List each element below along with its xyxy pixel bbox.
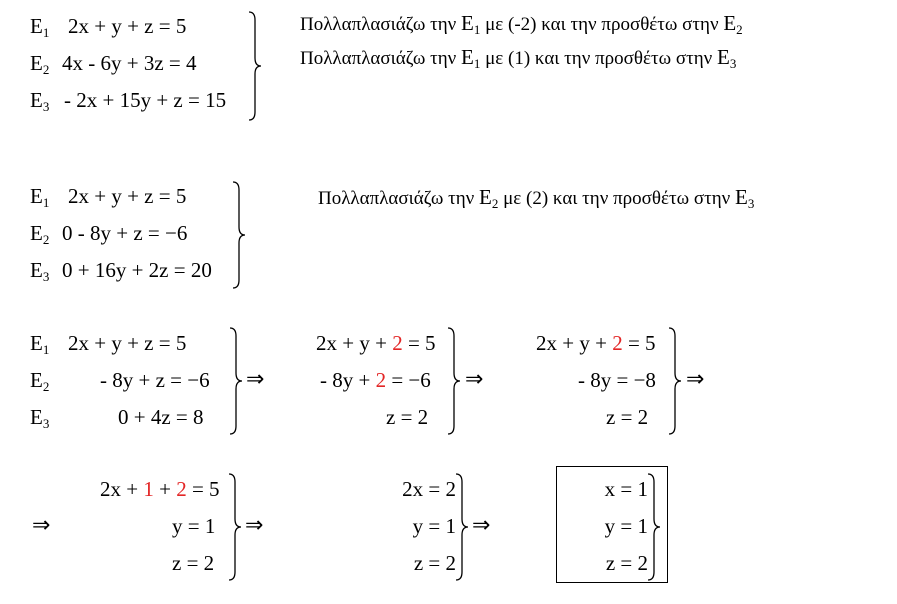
equation: - 8y + z = −6 bbox=[100, 368, 210, 392]
right-brace bbox=[248, 12, 264, 120]
equation: z = 2 bbox=[413, 551, 456, 575]
label-e2: $E_2$ bbox=[30, 221, 50, 247]
substituted-value: 2 bbox=[375, 368, 387, 392]
right-brace bbox=[647, 474, 663, 580]
implies-arrow: ⇒ bbox=[472, 513, 491, 538]
implies-arrow: ⇒ bbox=[32, 513, 51, 538]
equation: 0 + 4z = 8 bbox=[118, 405, 204, 429]
equation: y = 1 bbox=[172, 514, 216, 538]
right-brace bbox=[668, 328, 684, 434]
equation: 2x = 2 bbox=[402, 477, 456, 501]
equation: z = 2 bbox=[606, 405, 649, 429]
implies-arrow: ⇒ bbox=[465, 367, 484, 392]
equation: 0 - 8y + z = −6 bbox=[62, 221, 188, 245]
equation: - 8y + 2 = −6 bbox=[320, 368, 431, 392]
equation: z = 2 bbox=[605, 551, 648, 575]
equation: 2x + 1 + 2 = 5 bbox=[100, 477, 220, 501]
substituted-value: 2 bbox=[176, 477, 187, 501]
label-e3: $E_3$ bbox=[30, 405, 50, 431]
label-e1: $E_1$ bbox=[30, 331, 50, 357]
instruction-note: Πολλαπλασιάζω την $E_1$ με (1) και την προσθέτω στην $E_3$ bbox=[300, 45, 737, 71]
label-e3: $E_3$ bbox=[30, 88, 50, 114]
equation: 2x + y + z = 5 bbox=[68, 184, 187, 208]
instruction-note: Πολλαπλασιάζω την $E_2$ με (2) και την προσθέτω στην $E_3$ bbox=[318, 185, 755, 211]
label-e1: $E_1$ bbox=[30, 14, 50, 40]
equation: z = 2 bbox=[386, 405, 429, 429]
substituted-value: 2 bbox=[612, 331, 623, 355]
equation: 2x + y + z = 5 bbox=[68, 14, 187, 38]
instruction-note: Πολλαπλασιάζω την $E_1$ με (-2) και την προσθέτω στην $E_2$ bbox=[300, 11, 743, 37]
label-e2: $E_2$ bbox=[30, 368, 50, 394]
right-brace bbox=[229, 328, 245, 434]
right-brace bbox=[455, 474, 471, 580]
substituted-value: 2 bbox=[392, 331, 403, 355]
implies-arrow: ⇒ bbox=[246, 367, 265, 392]
equation: y = 1 bbox=[412, 514, 456, 538]
substituted-value: 1 bbox=[143, 477, 154, 501]
equation: - 8y = −8 bbox=[578, 368, 656, 392]
label-e1: $E_1$ bbox=[30, 184, 50, 210]
equation: 0 + 16y + 2z = 20 bbox=[62, 258, 212, 282]
equation: 2x + y + z = 5 bbox=[68, 331, 187, 355]
equation: 2x + y + 2 = 5 bbox=[316, 331, 436, 355]
equation: 4x - 6y + 3z = 4 bbox=[62, 51, 197, 75]
label-e2: $E_2$ bbox=[30, 51, 50, 77]
equation: z = 2 bbox=[172, 551, 215, 575]
equation: 2x + y + 2 = 5 bbox=[536, 331, 656, 355]
right-brace bbox=[232, 182, 248, 288]
equation: - 2x + 15y + z = 15 bbox=[64, 88, 227, 112]
implies-arrow: ⇒ bbox=[245, 513, 264, 538]
implies-arrow: ⇒ bbox=[686, 367, 705, 392]
equation: x = 1 bbox=[604, 477, 648, 501]
equation: y = 1 bbox=[604, 514, 648, 538]
right-brace bbox=[228, 474, 244, 580]
label-e3: $E_3$ bbox=[30, 258, 50, 284]
right-brace bbox=[447, 328, 463, 434]
